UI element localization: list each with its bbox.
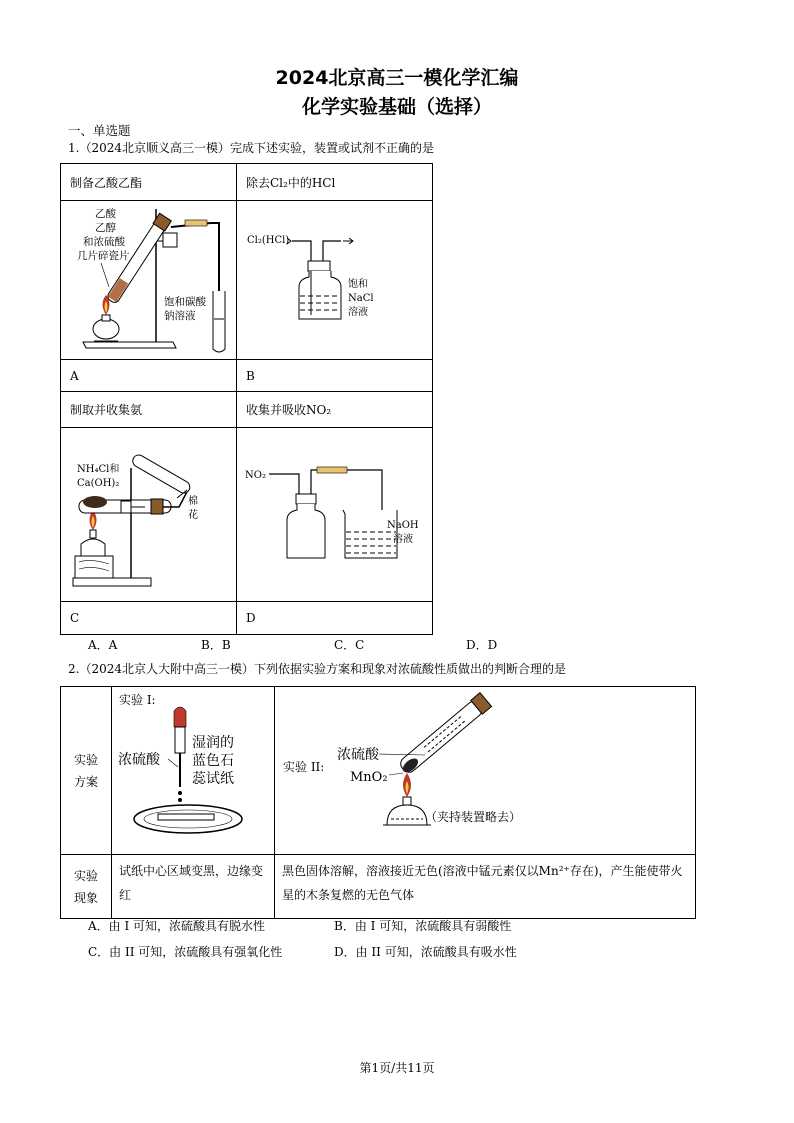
cell-b-title: 除去Cl₂中的HCl — [237, 164, 433, 201]
section-heading: 一、单选题 — [68, 123, 131, 138]
question-2-table — [60, 686, 696, 919]
cell-c-title: 制取并收集氨 — [61, 392, 237, 428]
exp1-paper-2: 蓝色石 — [192, 753, 234, 769]
cell-d-title: 收集并吸收NO₂ — [237, 392, 433, 428]
cell-d-label: D — [237, 602, 433, 635]
cell-a-label: A — [61, 360, 237, 392]
question-1-table — [60, 163, 433, 635]
fig-c-reagent-1: NH₄Cl和 — [77, 464, 120, 475]
row-observation-header: 实验 现象 — [61, 855, 112, 919]
fig-b-liquid-1: 饱和 — [348, 279, 368, 290]
fig-c-cotton-1: 棉 — [188, 496, 198, 507]
q1-option-d[interactable]: D．D — [466, 638, 498, 652]
fig-d-liquid-2: 溶液 — [393, 534, 413, 545]
exp2-note: （夹持装置略去） — [425, 810, 522, 824]
exp1-title: 实验 I: — [119, 693, 156, 707]
fig-a-reagent-3: 和浓硫酸 — [83, 236, 125, 248]
q1-option-a[interactable]: A．A — [88, 638, 118, 652]
experiment-2-cell — [275, 687, 696, 855]
figure-b-washing-bottle — [237, 201, 433, 360]
fig-a-reagent-1: 乙酸 — [95, 208, 116, 220]
fig-d-gas-label: NO₂ — [245, 470, 266, 481]
q2-option-b[interactable]: B．由 I 可知，浓硫酸具有弱酸性 — [334, 919, 512, 933]
document-subtitle: 化学实验基础（选择） — [301, 96, 492, 118]
observation-1: 试纸中心区域变黑，边缘变红 — [112, 855, 275, 919]
fig-b-gas-label: Cl₂(HCl) — [247, 235, 290, 246]
fig-d-liquid-1: NaOH — [387, 520, 419, 531]
figure-c-ammonia-apparatus — [61, 428, 237, 602]
exp2-acid-label: 浓硫酸 — [337, 747, 379, 763]
exp1-acid-label: 浓硫酸 — [118, 752, 160, 768]
cell-a-title: 制备乙酸乙酯 — [61, 164, 237, 201]
fig-a-reagent-4: 几片碎瓷片 — [77, 250, 130, 262]
row-scheme-header: 实验 方案 — [61, 687, 112, 855]
figure-a-ester-apparatus — [61, 201, 237, 360]
page-footer: 第1页/共11页 — [359, 1061, 435, 1075]
question-1-stem: 1.（2024北京顺义高三一模）完成下述实验，装置或试剂不正确的是 — [68, 141, 434, 155]
experiment-1-cell — [112, 687, 275, 855]
fig-c-cotton-2: 花 — [188, 510, 198, 521]
document-title: 2024北京高三一模化学汇编 — [275, 67, 519, 89]
cell-b-label: B — [237, 360, 433, 392]
q2-option-a[interactable]: A．由 I 可知，浓硫酸具有脱水性 — [88, 919, 266, 933]
figure-d-no2-apparatus — [237, 428, 433, 602]
fig-b-liquid-3: 溶液 — [348, 307, 368, 318]
exp1-paper-3: 蕊试纸 — [192, 771, 234, 787]
exp2-title: 实验 II: — [283, 760, 325, 774]
fig-a-solution-2: 钠溶液 — [164, 310, 196, 322]
q1-option-c[interactable]: C．C — [334, 638, 365, 652]
fig-a-solution-1: 饱和碳酸 — [164, 296, 206, 308]
fig-a-reagent-2: 乙醇 — [95, 222, 116, 234]
question-2-stem: 2.（2024北京人大附中高三一模）下列依据实验方案和现象对浓硫酸性质做出的判断合理的是 — [68, 662, 566, 676]
exp1-paper-1: 湿润的 — [192, 735, 234, 751]
q1-option-b[interactable]: B．B — [201, 638, 231, 652]
q2-option-c[interactable]: C．由 II 可知，浓硫酸具有强氧化性 — [88, 945, 283, 959]
cell-c-label: C — [61, 602, 237, 635]
fig-b-liquid-2: NaCl — [348, 293, 374, 304]
fig-c-reagent-2: Ca(OH)₂ — [77, 478, 120, 489]
exp2-solid-label: MnO₂ — [350, 770, 388, 785]
q2-option-d[interactable]: D．由 II 可知，浓硫酸具有吸水性 — [334, 945, 517, 959]
observation-2: 黑色固体溶解，溶液接近无色(溶液中锰元素仅以Mn²⁺存在)，产生能使带火星的木条复燃的无色气体 — [275, 855, 696, 919]
